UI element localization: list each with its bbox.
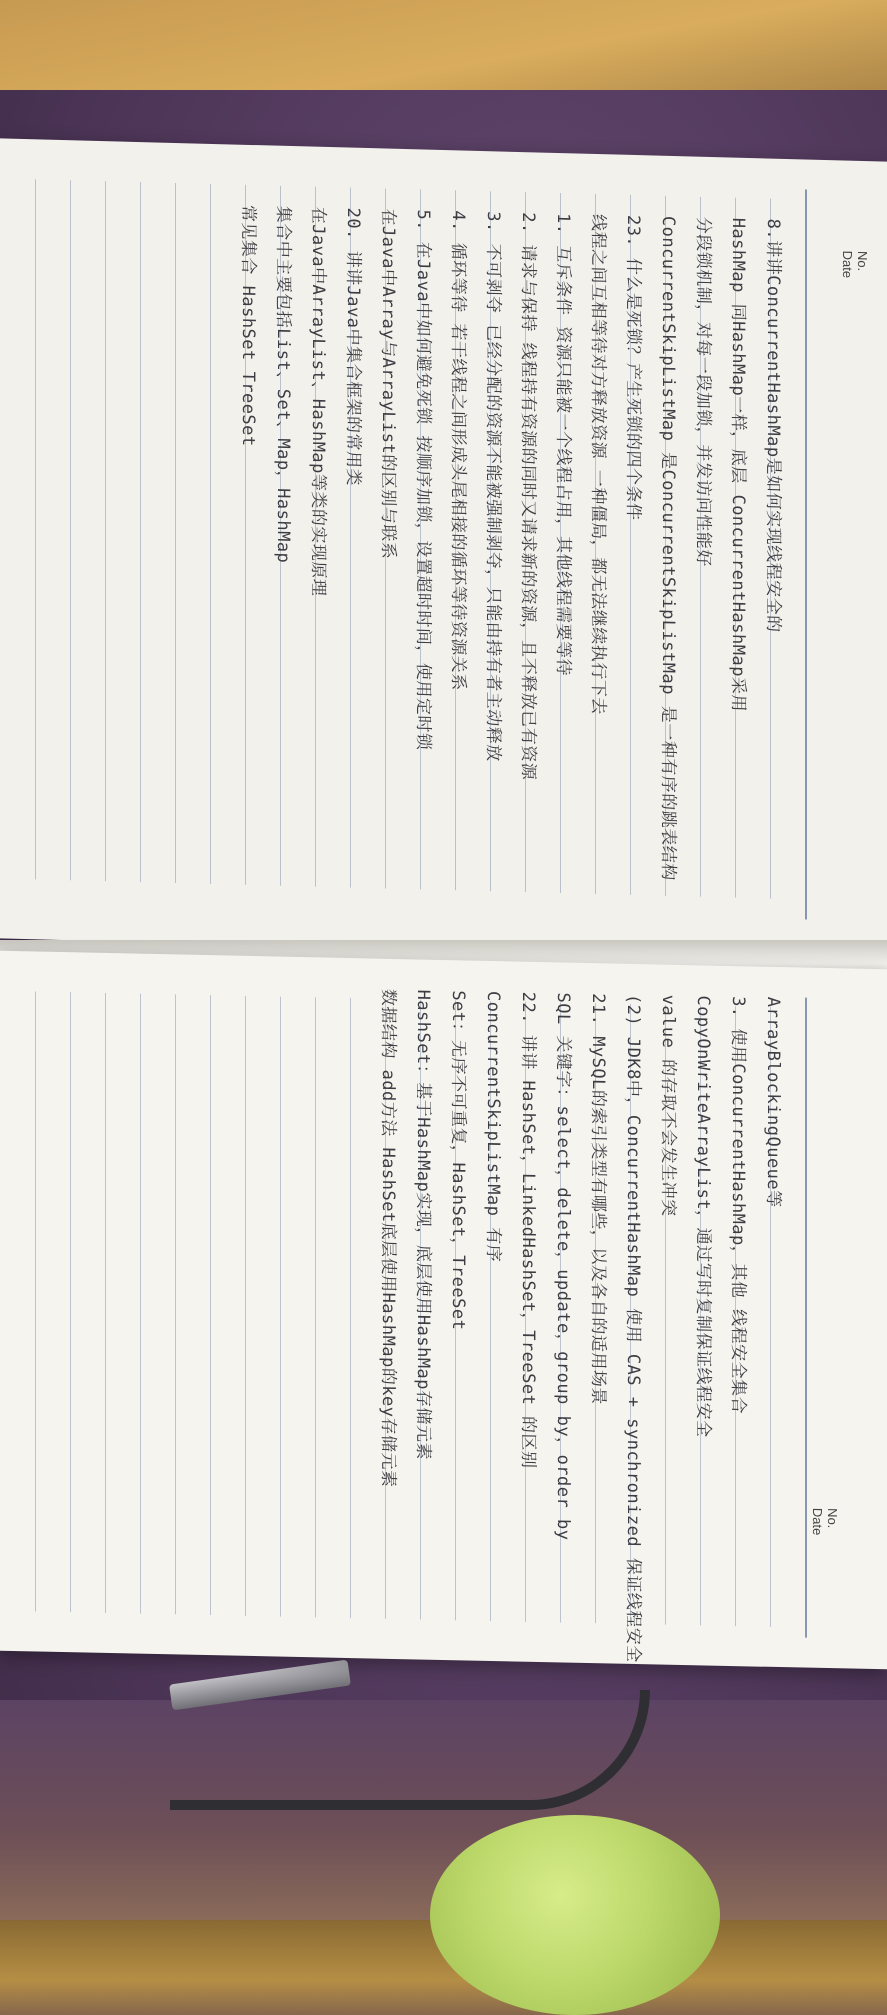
handwritten-line: 分段锁机制，对每一段加锁，并发访问性能好 — [693, 216, 713, 568]
date-label: Date — [810, 1507, 825, 1536]
handwritten-line: 21. MySQL的索引类型有哪些，以及各自的适用场景 — [588, 993, 608, 1406]
handwritten-line: 20. 讲讲Java中集合框架的常用类 — [343, 207, 363, 487]
handwritten-line: ConcurrentSkipListMap 是ConcurrentSkipListMap 是一种有序的跳表结构 — [658, 215, 678, 881]
ruled-line — [35, 179, 36, 879]
green-ball-object — [430, 1815, 720, 2015]
handwritten-line: 3. 使用ConcurrentHashMap，其他 线程安全集合 — [728, 995, 748, 1415]
notebook-page-bottom — [0, 951, 887, 1670]
date-label: Date — [840, 250, 855, 279]
open-notebook — [0, 150, 887, 1670]
handwritten-line: 23. 什么是死锁？产生死锁的四个条件 — [623, 214, 643, 521]
ruled-line — [35, 991, 36, 1611]
ruled-line — [210, 995, 211, 1615]
no-label: No. — [825, 1507, 840, 1529]
handwritten-line: 在Java中Array与ArrayList的区别与联系 — [378, 208, 398, 560]
handwritten-line: ConcurrentSkipListMap 有序 — [483, 990, 503, 1263]
handwritten-line: ArrayBlockingQueue等 — [763, 996, 783, 1208]
handwritten-line: 线程之间互相等待对方释放资源 一种僵局，都无法继续执行下去 — [588, 213, 608, 716]
ruled-line — [175, 183, 176, 883]
no-label: No. — [855, 250, 870, 272]
ruled-line — [70, 180, 71, 880]
ruled-line — [140, 182, 141, 882]
margin-line — [805, 998, 807, 1638]
ruled-line — [315, 997, 316, 1617]
ruled-line — [175, 994, 176, 1614]
handwritten-line: 在Java中ArrayList、HashMap等类的实现原理 — [308, 206, 328, 597]
handwritten-line: 2. 请求与保持 线程持有资源的同时又请求新的资源，且不释放已有资源 — [518, 211, 538, 781]
handwritten-line: 22. 讲讲 HashSet，LinkedHashSet，TreeSet 的区别 — [518, 991, 538, 1469]
ruled-line — [245, 996, 246, 1616]
handwritten-line: (2) JDK8中，ConcurrentHashMap 使用 CAS + synchronized 保证线程安全 — [623, 993, 643, 1663]
margin-line — [805, 189, 807, 919]
ruled-line — [70, 992, 71, 1612]
ruled-line — [105, 181, 106, 881]
ruled-line — [105, 993, 106, 1613]
ruled-line — [210, 184, 211, 884]
handwritten-line: 集合中主要包括List、Set、Map，HashMap — [273, 205, 293, 564]
handwritten-line: HashMap 同HashMap一样，底层 ConcurrentHashMap采用 — [728, 217, 748, 713]
handwritten-line: 1. 互斥条件 资源只能被一个线程占用，其他线程需要等待 — [553, 212, 573, 677]
ruled-line — [140, 994, 141, 1614]
handwritten-line: 常见集合 HashSet TreeSet — [238, 204, 258, 447]
ruled-line — [280, 997, 281, 1617]
page-header — [810, 1508, 840, 1560]
handwritten-line: 3. 不可剥夺 已经分配的资源不能被强制剥夺，只能由持有者主动释放 — [483, 211, 503, 763]
handwritten-line: 数据结构 add方法 HashSet底层使用HashMap的key存储元素 — [378, 988, 398, 1488]
handwritten-line: SQL 关键字：select，delete，update，group by，order by — [553, 992, 573, 1541]
handwritten-line: value 的存取不会发生冲突 — [658, 994, 678, 1217]
handwritten-line: 5. 在Java中如何避免死锁 按顺序加锁，设置超时时间，使用定时锁 — [413, 209, 433, 751]
ruled-line — [350, 998, 351, 1618]
page-header — [840, 250, 870, 302]
charging-cable — [170, 1690, 650, 1810]
handwritten-line: Set：无序不可重复，HashSet，TreeSet — [448, 990, 468, 1331]
handwritten-line: 8.讲讲ConcurrentHashMap是如何实现线程安全的 — [763, 218, 783, 633]
handwritten-line: CopyOnWriteArrayList，通过写时复制保证线程安全 — [693, 995, 713, 1438]
handwritten-line: 4. 循环等待 若干线程之间形成头尾相接的循环等待资源关系 — [448, 210, 468, 692]
handwritten-line: HashSet：基于HashMap实现，底层使用HashMap存储元素 — [413, 989, 433, 1461]
notebook-page-top — [0, 138, 887, 961]
